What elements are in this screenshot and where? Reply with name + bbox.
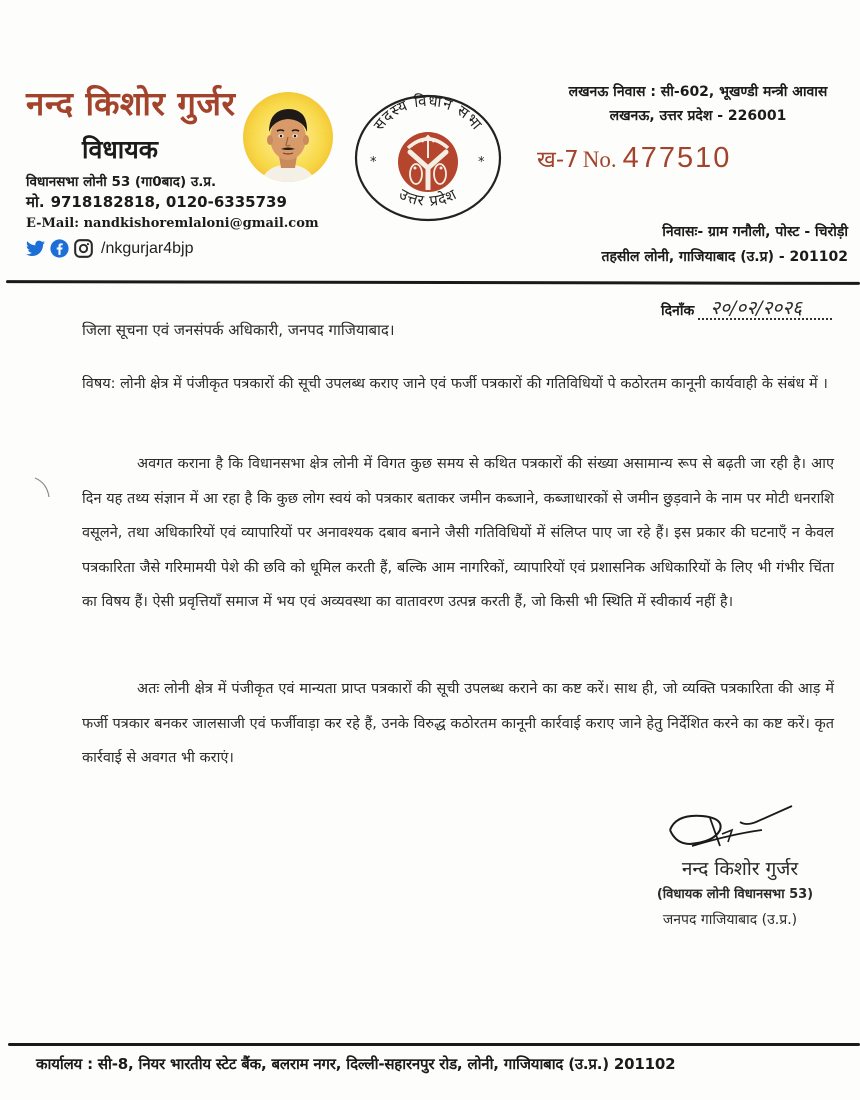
home-address-line1: निवासः- ग्राम गनौली, पोस्ट - चिरोड़ी — [662, 224, 848, 240]
paragraph-1-text: अवगत कराना है कि विधानसभा क्षेत्र लोनी में विगत कुछ समय से कथित पत्रकारों की संख्या असामान्य रूप से बढ़ती जा रही है। आए दिन यह तथ्य संज्ञान में आ रहा है कि कुछ लोग स्वयं को पत्रकार बताकर जमीन कब्जाने, कब्जाधारकों से जमीन छुड़वाने के नाम पर मोटी धनराशि वसूलने, तथा अधिकारियों एवं व्यापारियों पर अनावश्यक दबाव बनाने जैसी गतिविधियों में संलिप्त पाए जा रहे हैं। इस प्रकार की घटनाएँ न केवल पत्रकारिता जैसे गरिमामयी पेशे की छवि को धूमिल करती हैं, बल्कि आम नागरिकों, व्यापारियों एवं प्रशासनिक अधिकारियों के लिए भी गंभीर चिंता का विषय हैं। ऐसी प्रवृत्तियाँ समाज में भय एवं अव्यवस्था का वातावरण उत्पन्न करती हैं, जो किसी भी स्थिति में स्वीकार्य नहीं है। — [82, 456, 834, 610]
portrait-photo — [243, 92, 333, 182]
email — [26, 216, 319, 231]
lucknow-address-line1: लखनऊ निवास : सी-602, भूखण्डी मन्त्री आवास — [568, 84, 828, 100]
handwritten-signature — [662, 800, 802, 856]
mla-title: विधायक — [82, 135, 158, 164]
social-links — [26, 239, 194, 258]
phone-values: 9718182818, 0120-6335739 — [50, 193, 287, 211]
phone-label: मो. — [26, 193, 45, 211]
mla-name: नन्द किशोर गुर्जर — [26, 84, 236, 123]
paragraph-2 — [82, 672, 834, 776]
seal-top-text: सदस्य विधान सभा — [369, 92, 487, 134]
phone-numbers — [26, 192, 287, 212]
signatory-district: जनपद गाजियाबाद (उ.प्र.) — [662, 912, 798, 928]
serial-number — [537, 142, 731, 175]
date-label: दिनाँक — [661, 303, 695, 319]
scan-artifact — [33, 475, 53, 505]
email-address[interactable]: nandkishoremlaloni@gmail.com — [83, 216, 319, 231]
seal-star-right: * — [478, 155, 485, 170]
signatory-designation: (विधायक लोनी विधानसभा 53) — [656, 887, 814, 902]
social-handle[interactable]: /nkgurjar4bjp — [101, 239, 194, 257]
vidhan-sabha-seal — [352, 92, 504, 224]
home-address — [540, 220, 848, 270]
email-label: E-Mail: — [26, 216, 80, 231]
lucknow-address — [548, 80, 848, 128]
paragraph-2-text: अतः लोनी क्षेत्र में पंजीकृत एवं मान्यता प्राप्त पत्रकारों की सूची उपलब्ध कराने का कष्ट करें। साथ ही, जो व्यक्ति पत्रकारिता की आड़ में फर्जी पत्रकार बनकर जालसाजी एवं फर्जीवाड़ा कर रहे हैं, उनके विरुद्ध कठोरतम कानूनी कार्रवाई कराए जाने हेतु निर्देशित करने का कष्ट करें। कृत कार्रवाई से अवगत भी कराएं। — [82, 681, 834, 766]
signatory-name: नन्द किशोर गुर्जर — [681, 858, 799, 880]
serial-value: 477510 — [622, 142, 732, 174]
recipient: जिला सूचना एवं जनसंपर्क अधिकारी, जनपद गाजियाबाद। — [82, 321, 395, 339]
seal-star-left: * — [370, 155, 377, 170]
home-address-line2: तहसील लोनी, गाजियाबाद (उ.प्र) - 201102 — [601, 249, 848, 265]
subject: विषय: लोनी क्षेत्र में पंजीकृत पत्रकारों की सूची उपलब्ध कराए जाने एवं फर्जी पत्रकारों की गतिविधियों पे कठोरतम कानूनी कार्यवाही के संबंध में । — [82, 376, 828, 392]
serial-prefix: ख-7 — [537, 147, 579, 173]
instagram-icon[interactable] — [74, 239, 93, 258]
paragraph-1 — [82, 447, 834, 620]
constituency: विधानसभा लोनी 53 (गा0बाद) उ.प्र. — [26, 174, 217, 190]
seal-bottom-text: उत्तर प्रदेश — [395, 184, 461, 211]
date-value: २०/०२/२०२६ — [698, 298, 832, 320]
serial-no-label: No. — [582, 147, 617, 172]
svg-text:सदस्य विधान सभा — [370, 92, 487, 134]
lucknow-address-line2: लखनऊ, उत्तर प्रदेश - 226001 — [609, 108, 787, 124]
header-divider — [6, 280, 860, 285]
office-address: कार्यालय : सी-8, नियर भारतीय स्टेट बैंक, बलराम नगर, दिल्ली-सहारनपुर रोड, लोनी, गाजियाबाद (उ.प्र.) 201102 — [36, 1055, 676, 1073]
facebook-icon[interactable] — [50, 239, 69, 258]
footer-divider — [8, 1043, 860, 1046]
twitter-icon[interactable] — [26, 239, 45, 258]
date-field — [661, 298, 832, 320]
